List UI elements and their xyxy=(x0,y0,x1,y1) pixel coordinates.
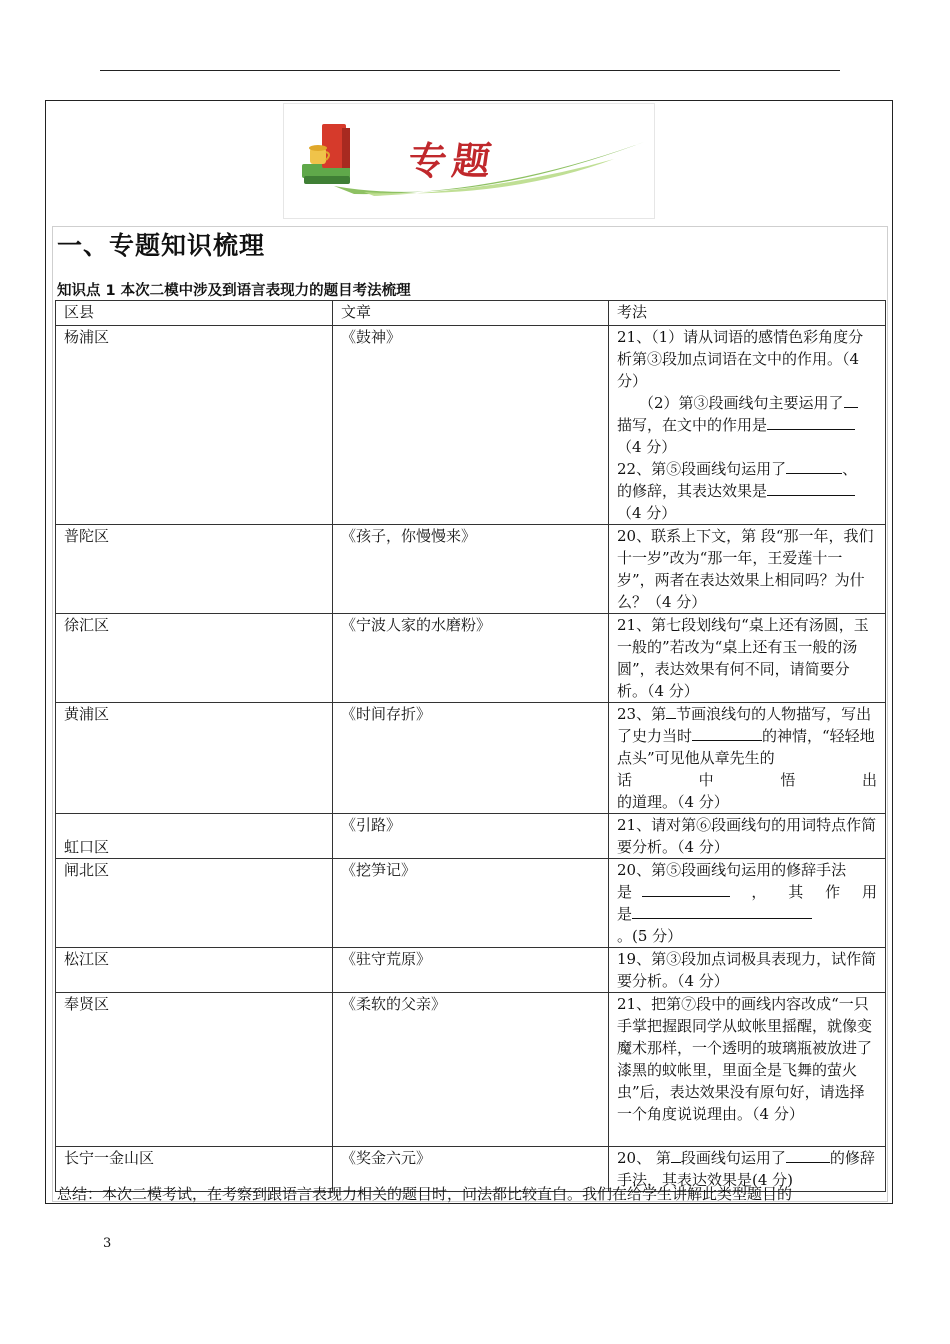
question-cell: 20、第⑤段画线句运用的修辞手法 是 ， 其 作 用 是。(5 分） xyxy=(609,859,886,948)
knowledge-point-subtitle: 知识点 1 本次二模中涉及到语言表现力的题目考法梳理 xyxy=(57,283,411,299)
district-cell: 普陀区 xyxy=(56,525,333,614)
header-article: 文章 xyxy=(333,301,609,326)
answer-blank xyxy=(767,480,855,496)
table-row xyxy=(56,703,886,814)
question-cell: 21、第七段划线句“桌上还有汤圆，玉一般的”若改为“桌上还有玉一般的汤圆”，表达效果有何不同，请简要分析。（4 分） xyxy=(609,614,886,703)
question-cell: 21、把第⑦段中的画线内容改成“一只手掌把握跟同学从蚊帐里摇醒，就像变魔术那样，一个透明的玻璃瓶被放进了漆黑的蚊帐里，里面全是飞舞的萤火虫”后，表达效果没有原句好，请选择一个角度说说理由。（4 分） xyxy=(609,993,886,1147)
banner-title: 专题 xyxy=(405,139,500,183)
question-text: 的道理。（4 分） xyxy=(617,793,729,811)
question-text: （4 分） xyxy=(617,504,677,522)
summary-text: 总结：本次二模考试，在考察到跟语言表现力相关的题目时，问法都比较直白。我们在给学生讲解此类型题目的 xyxy=(57,1185,793,1203)
question-text: 21、（1）请从词语的感情色彩角度分析第③段加点词语在文中的作用。（4 分） xyxy=(617,328,864,390)
question-cell: 20、 第 段画线句运用了 的修辞手法，其表达效果是(4 分) xyxy=(609,1147,886,1192)
question-text: 的神情，“轻轻地点头”可见他从章先生的 xyxy=(617,727,875,767)
article-cell: 《驻守荒原》 xyxy=(333,948,609,993)
table-row xyxy=(56,993,886,1147)
question-cell: 21、请对第⑥段画线句的用词特点作简要分析。（4 分） xyxy=(609,814,886,859)
header-rule xyxy=(100,70,840,71)
answer-blank xyxy=(767,414,855,430)
question-text: （4 分） xyxy=(617,438,677,456)
answer-blank xyxy=(671,1147,681,1163)
table-row xyxy=(56,614,886,703)
district-cell: 徐汇区 xyxy=(56,614,333,703)
header-district: 区县 xyxy=(56,301,333,326)
section-title: 一、专题知识梳理 xyxy=(57,231,266,260)
article-cell: 《柔软的父亲》 xyxy=(333,993,609,1147)
question-text: 20、第⑤段画线句运用的修辞手法 xyxy=(617,861,847,879)
article-cell: 《宁波人家的水磨粉》 xyxy=(333,614,609,703)
header-method: 考法 xyxy=(609,301,886,326)
answer-blank xyxy=(844,392,858,408)
answer-blank xyxy=(632,903,812,919)
article-cell: 《时间存折》 xyxy=(333,703,609,814)
district-cell: 长宁一金山区 xyxy=(56,1147,333,1192)
question-cell: 20、联系上下文，第 段“那一年，我们十一岁”改为“那一年，王爱莲十一岁”，两者在表达效果上相同吗？为什么？（4 分） xyxy=(609,525,886,614)
answer-blank xyxy=(666,703,676,719)
table-row xyxy=(56,326,886,525)
question-cell: 23、第 节画浪线句的人物描写，写出了史力当时 的神情，“轻轻地点头”可见他从章先生的 话 中 悟 出 的道理。（4 分） xyxy=(609,703,886,814)
question-text: 节画浪线句的人物描写，写出了史力当时 xyxy=(617,705,872,745)
answer-blank xyxy=(786,458,842,474)
table-row xyxy=(56,859,886,948)
district-cell: 黄浦区 xyxy=(56,703,333,814)
answer-blank xyxy=(642,881,730,897)
table-row xyxy=(56,525,886,614)
question-cell: 21、（1）请从词语的感情色彩角度分析第③段加点词语在文中的作用。（4 分） （2）第③段画线句主要运用了 描写，在文中的作用是 （4 分） 22、第⑤段画线句运用了 、 的修辞，其表达效果是 （4 分） xyxy=(609,326,886,525)
question-text: 描写，在文中的作用是 xyxy=(617,416,768,434)
table-row xyxy=(56,948,886,993)
table-header-row xyxy=(56,301,886,326)
article-cell: 《引路》 xyxy=(333,814,609,859)
question-text: （2）第③段画线句主要运用了 xyxy=(639,394,844,412)
page-number: 3 xyxy=(103,1236,112,1251)
article-cell: 《孩子，你慢慢来》 xyxy=(333,525,609,614)
answer-blank xyxy=(692,725,762,741)
question-cell: 19、第③段加点词极具表现力，试作简要分析。（4 分） xyxy=(609,948,886,993)
district-cell: 奉贤区 xyxy=(56,993,333,1147)
answer-blank xyxy=(786,1147,830,1163)
question-text: 的修辞，其表达效果是 xyxy=(617,482,768,500)
article-cell: 《奖金六元》 xyxy=(333,1147,609,1192)
table-row xyxy=(56,814,886,859)
question-text: 23、第 xyxy=(617,705,667,723)
topic-banner xyxy=(283,103,655,219)
question-text: 22、第⑤段画线句运用了 xyxy=(617,460,787,478)
district-cell: 虹口区 xyxy=(56,814,333,859)
district-cell: 闸北区 xyxy=(56,859,333,948)
exam-question-table xyxy=(55,300,886,1192)
article-cell: 《挖笋记》 xyxy=(333,859,609,948)
district-cell: 杨浦区 xyxy=(56,326,333,525)
article-cell: 《鼓神》 xyxy=(333,326,609,525)
district-cell: 松江区 xyxy=(56,948,333,993)
